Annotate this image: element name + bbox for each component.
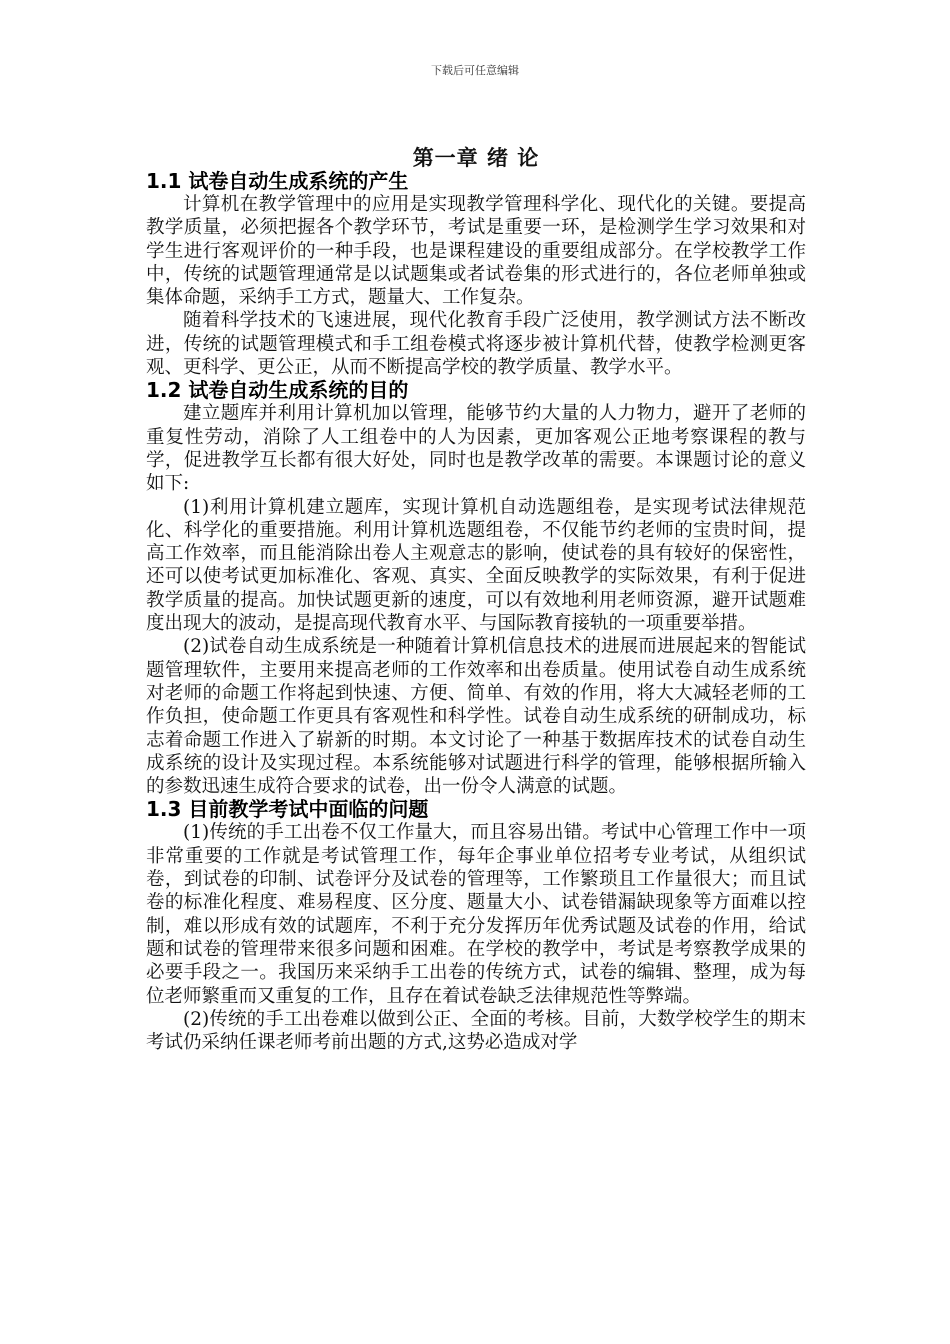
paragraph: (2)试卷自动生成系统是一种随着计算机信息技术的进展而进展起来的智能试题管理软件，主要用来提高老师的工作效率和出卷质量。使用试卷自动生成系统对老师的命题工作将起到快速、方便、简单、有效的作用，将大大减轻老师的工作负担，使命题工作更具有客观性和科学性。试卷自动生成系统的研制成功，标志着命题工作进入了崭新的时期。本文讨论了一种基于数据库技术的试卷自动生成系统的设计及实现过程。本系统能够对试题进行科学的管理，能够根据所输入的参数迅速生成符合要求的试卷，出一份令人满意的试题。 — [146, 636, 806, 798]
paragraph: (1)利用计算机建立题库，实现计算机自动选题组卷，是实现考试法律规范化、科学化的重要措施。利用计算机选题组卷，不仅能节约老师的宝贵时间，提高工作效率，而且能消除出卷人主观意志的影响，使试卷的具有较好的保密性，还可以使考试更加标准化、客观、真实、全面反映教学的实际效果，有利于促进教学质量的提高。加快试题更新的速度，可以有效地利用老师资源，避开试题难度出现大的波动，是提高现代教育水平、与国际教育接轨的一项重要举措。 — [146, 496, 806, 635]
paragraph: 随着科学技术的飞速进展，现代化教育手段广泛使用，教学测试方法不断改进，传统的试题管理模式和手工组卷模式将逐步被计算机代替，使教学检测更客观、更科学、更公正，从而不断提高学校的教学质量、教学水平。 — [146, 310, 806, 379]
section-heading-1-2: 1.2 试卷自动生成系统的目的 — [146, 378, 409, 403]
paragraph: (2)传统的手工出卷难以做到公正、全面的考核。目前，大数学校学生的期末考试仍采纳任课老师考前出题的方式,这势必造成对学 — [146, 1008, 806, 1054]
chapter-title: 第一章 绪 论 — [412, 145, 540, 170]
paragraph: 建立题库并利用计算机加以管理，能够节约大量的人力物力，避开了老师的重复性劳动，消除了人工组卷中的人为因素，更加客观公正地考察课程的教与学，促进教学互长都有很大好处，同时也是教学改革的需要。本课题讨论的意义如下: — [146, 403, 806, 495]
paragraph: 计算机在教学管理中的应用是实现教学管理科学化、现代化的关键。要提高教学质量，必须把握各个教学环节，考试是重要一环，是检测学生学习效果和对学生进行客观评价的一种手段，也是课程建设的重要组成部分。在学校教学工作中，传统的试题管理通常是以试题集或者试卷集的形式进行的，各位老师单独或集体命题，采纳手工方式，题量大、工作复杂。 — [146, 194, 806, 309]
section-heading-1-3: 1.3 目前教学考试中面临的问题 — [146, 797, 429, 822]
page-header-note: 下载后可任意编辑 — [431, 64, 519, 77]
document-body — [146, 146, 806, 1054]
paragraph: (1)传统的手工出卷不仅工作量大，而且容易出错。考试中心管理工作中一项非常重要的工作就是考试管理工作，每年企事业单位招考专业考试，从组织试卷，到试卷的印制、试卷评分及试卷的管理等，工作繁琐且工作量很大；而且试卷的标准化程度、难易程度、区分度、题量大小、试卷错漏缺现象等方面难以控制，难以形成有效的试题库，不利于充分发挥历年优秀试题及试卷的作用，给试题和试卷的管理带来很多问题和困难。在学校的教学中，考试是考察教学成果的必要手段之一。我国历来采纳手工出卷的传统方式，试卷的编辑、整理，成为每位老师繁重而又重复的工作，且存在着试卷缺乏法律规范性等弊端。 — [146, 822, 806, 1007]
section-heading-1-1: 1.1 试卷自动生成系统的产生 — [146, 169, 409, 193]
